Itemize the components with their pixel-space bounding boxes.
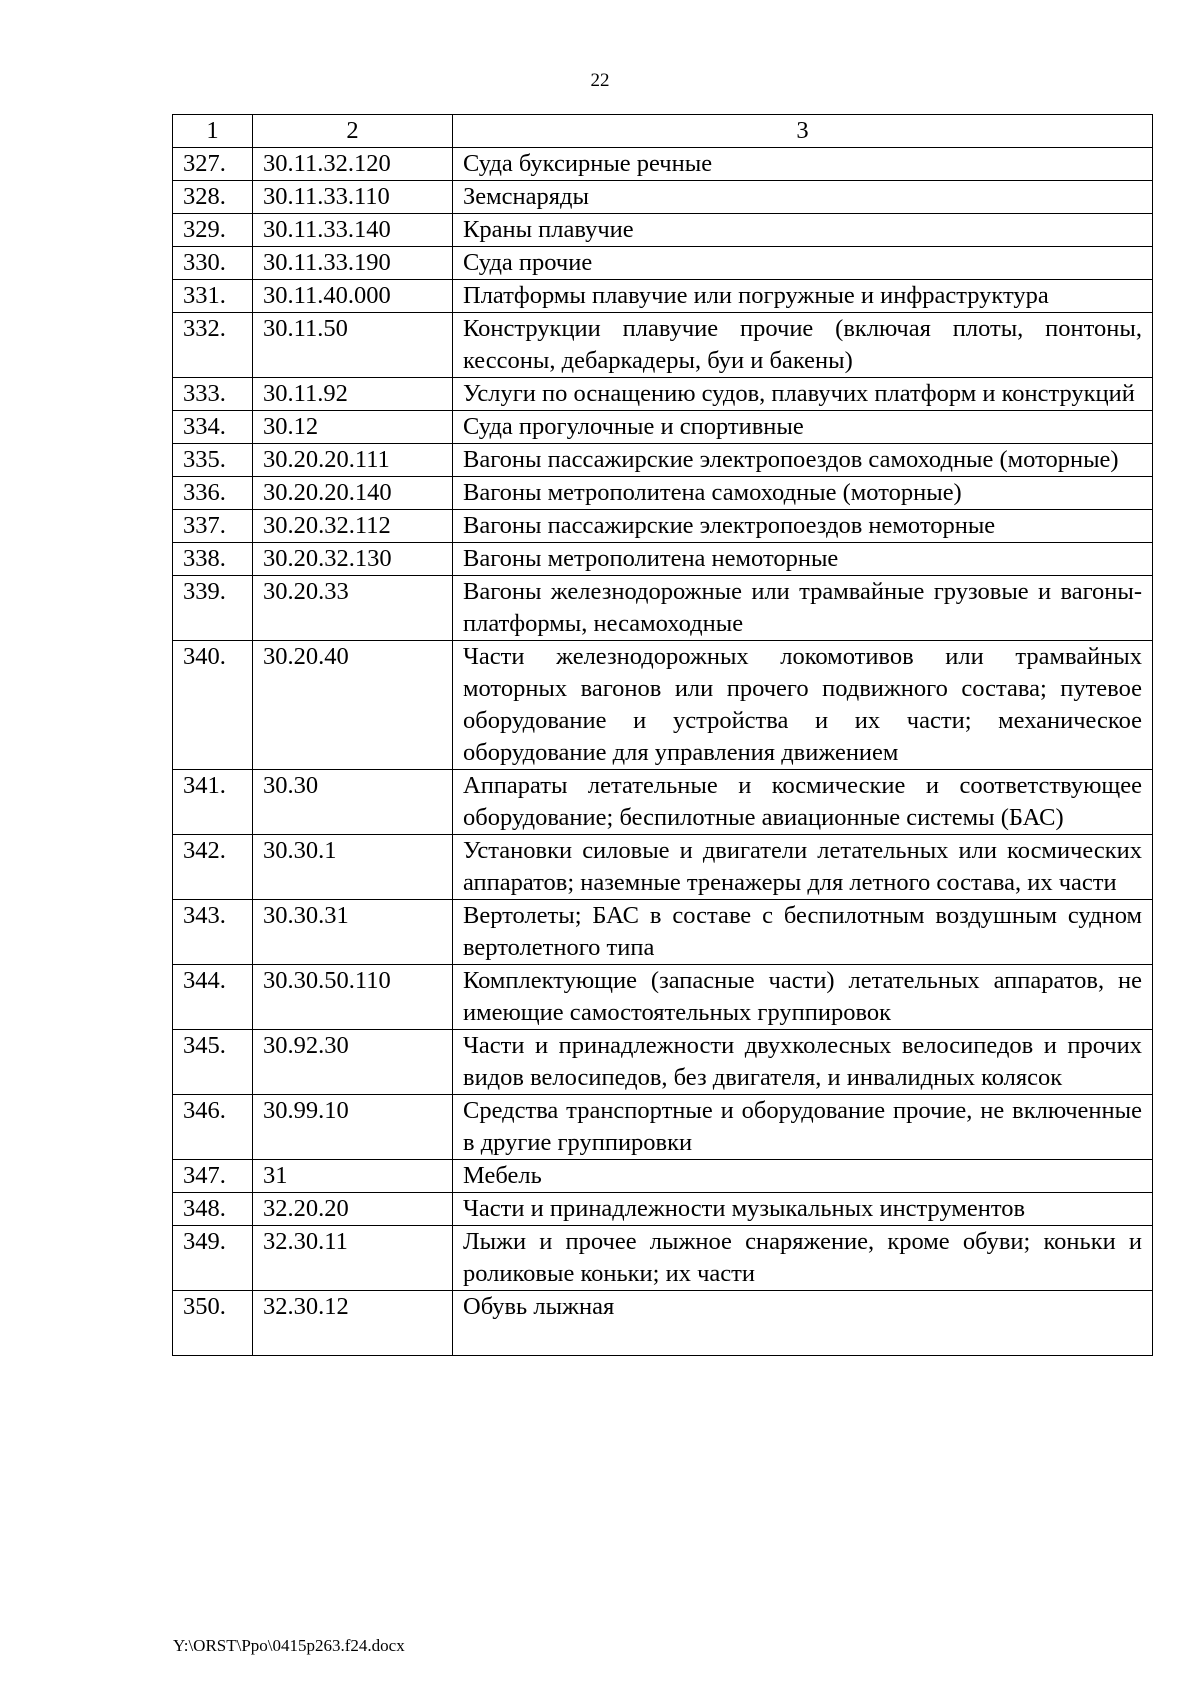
table-row [173, 835, 1153, 900]
row-number-cell: 345. [173, 1030, 253, 1095]
row-number-cell: 335. [173, 444, 253, 477]
row-code-cell: 30.20.33 [253, 576, 453, 641]
row-description-cell: Краны плавучие [453, 214, 1153, 247]
table-row [173, 1291, 1153, 1356]
row-code-cell: 30.92.30 [253, 1030, 453, 1095]
row-number-cell: 331. [173, 280, 253, 313]
row-code-cell: 32.30.11 [253, 1226, 453, 1291]
row-code-cell: 30.11.33.140 [253, 214, 453, 247]
row-code-cell: 32.20.20 [253, 1193, 453, 1226]
row-description-cell: Вагоны железнодорожные или трамвайные грузовые и вагоны-платформы, несамоходные [453, 576, 1153, 641]
row-description-cell: Вагоны пассажирские электропоездов немоторные [453, 510, 1153, 543]
row-description-cell: Аппараты летательные и космические и соответствующее оборудование; беспилотные авиационные системы (БАС) [453, 770, 1153, 835]
row-code-cell: 30.11.92 [253, 378, 453, 411]
table-header-row [173, 115, 1153, 148]
row-description-cell: Обувь лыжная [453, 1291, 1153, 1356]
row-code-cell: 30.11.32.120 [253, 148, 453, 181]
row-description-cell: Суда буксирные речные [453, 148, 1153, 181]
row-number-cell: 327. [173, 148, 253, 181]
row-code-cell: 32.30.12 [253, 1291, 453, 1356]
row-number-cell: 333. [173, 378, 253, 411]
row-number-cell: 343. [173, 900, 253, 965]
row-description-cell: Установки силовые и двигатели летательных или космических аппаратов; наземные тренажеры для летного состава, их части [453, 835, 1153, 900]
row-number-cell: 342. [173, 835, 253, 900]
row-code-cell: 30.20.32.130 [253, 543, 453, 576]
row-number-cell: 337. [173, 510, 253, 543]
row-description-cell: Мебель [453, 1160, 1153, 1193]
table-body [173, 115, 1153, 1356]
row-code-cell: 30.30.31 [253, 900, 453, 965]
row-number-cell: 334. [173, 411, 253, 444]
row-code-cell: 30.11.33.190 [253, 247, 453, 280]
row-code-cell: 30.30 [253, 770, 453, 835]
row-number-cell: 350. [173, 1291, 253, 1356]
table-row [173, 1226, 1153, 1291]
row-number-cell: 328. [173, 181, 253, 214]
row-description-cell: Вагоны метрополитена немоторные [453, 543, 1153, 576]
row-code-cell: 30.11.40.000 [253, 280, 453, 313]
classification-table [172, 114, 1153, 1356]
table-row [173, 641, 1153, 770]
table-row [173, 444, 1153, 477]
row-number-cell: 348. [173, 1193, 253, 1226]
table-row [173, 510, 1153, 543]
row-number-cell: 339. [173, 576, 253, 641]
row-description-cell: Услуги по оснащению судов, плавучих платформ и конструкций [453, 378, 1153, 411]
table-row [173, 280, 1153, 313]
row-code-cell: 30.30.1 [253, 835, 453, 900]
table-row [173, 477, 1153, 510]
row-code-cell: 30.11.50 [253, 313, 453, 378]
row-number-cell: 336. [173, 477, 253, 510]
row-description-cell: Части и принадлежности двухколесных велосипедов и прочих видов велосипедов, без двигателя, и инвалидных колясок [453, 1030, 1153, 1095]
table-row [173, 411, 1153, 444]
row-description-cell: Части железнодорожных локомотивов или трамвайных моторных вагонов или прочего подвижного состава; путевое оборудование и устройства и их части; механическое оборудование для управления движением [453, 641, 1153, 770]
table-row [173, 965, 1153, 1030]
table-row [173, 770, 1153, 835]
row-code-cell: 30.20.20.140 [253, 477, 453, 510]
table-row [173, 1030, 1153, 1095]
row-code-cell: 30.20.32.112 [253, 510, 453, 543]
table-row [173, 148, 1153, 181]
footer-file-path: Y:\ORST\Ppo\0415p263.f24.docx [173, 1636, 405, 1655]
table-row [173, 900, 1153, 965]
header-cell-2: 2 [253, 115, 453, 148]
row-description-cell: Вагоны метрополитена самоходные (моторные) [453, 477, 1153, 510]
row-description-cell: Конструкции плавучие прочие (включая плоты, понтоны, кессоны, дебаркадеры, буи и бакены) [453, 313, 1153, 378]
row-description-cell: Суда прогулочные и спортивные [453, 411, 1153, 444]
row-number-cell: 344. [173, 965, 253, 1030]
table-row [173, 576, 1153, 641]
page-number: 22 [590, 70, 610, 91]
table-row [173, 1160, 1153, 1193]
row-number-cell: 347. [173, 1160, 253, 1193]
table-row [173, 313, 1153, 378]
row-description-cell: Средства транспортные и оборудование прочие, не включенные в другие группировки [453, 1095, 1153, 1160]
table-row [173, 543, 1153, 576]
table-row [173, 378, 1153, 411]
row-number-cell: 338. [173, 543, 253, 576]
row-description-cell: Комплектующие (запасные части) летательных аппаратов, не имеющие самостоятельных группировок [453, 965, 1153, 1030]
row-number-cell: 346. [173, 1095, 253, 1160]
row-code-cell: 30.12 [253, 411, 453, 444]
row-description-cell: Суда прочие [453, 247, 1153, 280]
row-code-cell: 30.20.20.111 [253, 444, 453, 477]
row-description-cell: Лыжи и прочее лыжное снаряжение, кроме обуви; коньки и роликовые коньки; их части [453, 1226, 1153, 1291]
table-row [173, 247, 1153, 280]
row-code-cell: 30.11.33.110 [253, 181, 453, 214]
row-description-cell: Земснаряды [453, 181, 1153, 214]
row-description-cell: Части и принадлежности музыкальных инструментов [453, 1193, 1153, 1226]
row-number-cell: 332. [173, 313, 253, 378]
table-row [173, 181, 1153, 214]
row-code-cell: 31 [253, 1160, 453, 1193]
row-number-cell: 340. [173, 641, 253, 770]
table-row [173, 1193, 1153, 1226]
row-code-cell: 30.20.40 [253, 641, 453, 770]
row-description-cell: Платформы плавучие или погружные и инфраструктура [453, 280, 1153, 313]
row-number-cell: 341. [173, 770, 253, 835]
header-cell-1: 1 [173, 115, 253, 148]
table-row [173, 1095, 1153, 1160]
row-code-cell: 30.99.10 [253, 1095, 453, 1160]
row-description-cell: Вертолеты; БАС в составе с беспилотным воздушным судном вертолетного типа [453, 900, 1153, 965]
row-description-cell: Вагоны пассажирские электропоездов самоходные (моторные) [453, 444, 1153, 477]
header-cell-3: 3 [453, 115, 1153, 148]
row-number-cell: 329. [173, 214, 253, 247]
row-number-cell: 349. [173, 1226, 253, 1291]
table-row [173, 214, 1153, 247]
row-number-cell: 330. [173, 247, 253, 280]
row-code-cell: 30.30.50.110 [253, 965, 453, 1030]
